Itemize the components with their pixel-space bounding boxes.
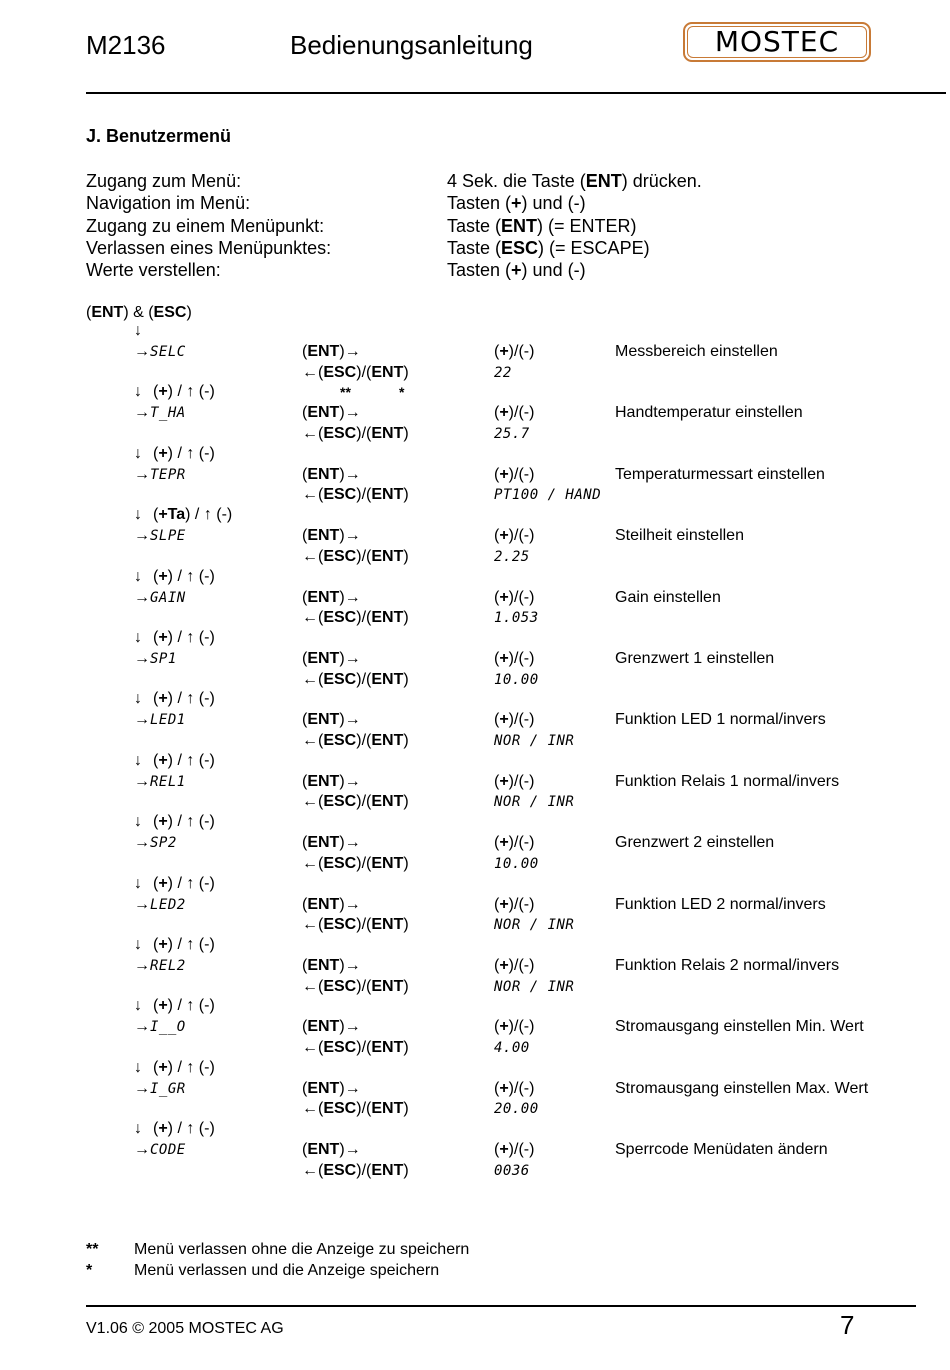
note-mark: ** [86,1241,99,1258]
nav-keys: (+) / ↑ (-) [153,1120,215,1138]
nav-keys: (+) / ↑ (-) [153,629,215,646]
enter-key: (ENT)→ [302,834,361,852]
nav-down-icon: ↓ [134,874,142,892]
enter-key: (ENT)→ [302,1018,361,1036]
menu-code: SP1 [150,651,177,667]
menu-description: Funktion Relais 1 normal/invers [615,772,840,790]
adjust-keys: (+)/(-) [494,957,535,974]
nav-down-icon: ↓ [134,1120,142,1138]
nav-keys: (+) / ↑ (-) [153,813,215,831]
header-rule [86,92,946,94]
back-keys: ←(ESC)/(ENT) [302,547,409,565]
document-title: Bedienungsanleitung [290,30,533,60]
back-keys: ←(ESC)/(ENT) [302,854,409,872]
info-label: Werte verstellen: [86,260,221,281]
adjust-keys: (+)/(-) [494,1079,535,1097]
menu-code: T_HA [150,405,186,422]
menu-code: REL1 [150,773,186,790]
adjust-keys: (+)/(-) [494,588,535,606]
menu-value: 20.00 [494,1101,539,1118]
mostec-logo [683,22,871,62]
menu-arrow-icon: → [134,465,150,483]
enter-key: (ENT)→ [302,1141,361,1159]
info-value-key: + [511,260,522,281]
adjust-keys: (+)/(-) [494,772,535,790]
info-value-post: ) und (-) [521,193,586,214]
info-value-pre: Tasten ( [447,260,512,281]
menu-description: Temperaturmessart einstellen [615,465,825,483]
info-label: Zugang zum Menü: [86,171,242,191]
info-label: Navigation im Menü: [86,193,251,214]
menu-value: NOR / INR [494,732,575,749]
adjust-keys: (+)/(-) [494,404,535,422]
enter-key: (ENT)→ [302,895,361,913]
info-value [447,238,650,259]
info-value [447,171,702,192]
back-keys: ←(ESC)/(ENT) [302,793,409,811]
adjust-keys: (+)/(-) [494,1141,535,1159]
note-mark: * [86,1262,93,1279]
menu-code: SLPE [150,528,186,545]
enter-key: (ENT)→ [302,343,361,360]
menu-code: LED1 [150,712,186,729]
info-value-post: ) (= ESCAPE) [538,237,650,258]
nav-down-icon: ↓ [134,444,142,462]
menu-arrow-icon: → [134,343,150,360]
nav-keys: (+) / ↑ (-) [153,690,215,708]
note-text: Menü verlassen und die Anzeige speichern [134,1262,440,1279]
adjust-keys: (+)/(-) [494,895,535,913]
menu-arrow-icon: → [134,772,150,790]
menu-value: NOR / INR [494,794,575,811]
menu-description: Funktion Relais 2 normal/invers [615,957,840,974]
nav-down-icon: ↓ [134,629,142,646]
menu-value: NOR / INR [494,917,575,934]
nav-keys: (+Ta) / ↑ (-) [153,506,233,524]
back-keys: ←(ESC)/(ENT) [302,670,409,688]
enter-key: (ENT)→ [302,1079,361,1097]
menu-code: SELC [150,344,186,360]
footnote-mark-double: ** [340,384,351,400]
back-keys: ←(ESC)/(ENT) [302,609,409,627]
info-value-pre: 4 Sek. die Taste ( [447,171,586,191]
menu-description: Gain einstellen [615,588,721,606]
enter-key: (ENT)→ [302,772,361,790]
nav-keys: (+) / ↑ (-) [153,444,215,462]
back-keys: ←(ESC)/(ENT) [302,731,409,749]
menu-value: 22 [494,364,512,381]
back-keys: ←(ESC)/(ENT) [302,977,409,995]
page-number: 7 [840,1310,855,1340]
menu-description: Funktion LED 1 normal/invers [615,711,826,729]
adjust-keys: (+)/(-) [494,465,535,483]
adjust-keys: (+)/(-) [494,343,535,360]
nav-down-icon: ↓ [134,1058,142,1076]
nav-down-icon: ↓ [134,567,142,585]
enter-key: (ENT)→ [302,957,361,974]
menu-arrow-icon: → [134,711,150,729]
menu-value: 10.00 [494,855,539,872]
adjust-keys: (+)/(-) [494,1018,535,1036]
info-value-key: ESC [501,237,539,258]
back-keys: ←(ESC)/(ENT) [302,363,409,381]
menu-code: TEPR [150,466,186,483]
info-value-pre: Taste ( [447,215,502,236]
info-value-key: ENT [585,171,622,191]
menu-description: Handtemperatur einstellen [615,404,803,422]
menu-code: SP2 [150,835,177,852]
menu-description: Funktion LED 2 normal/invers [615,895,826,913]
menu-code: GAIN [150,589,186,606]
nav-keys: (+) / ↑ (-) [153,567,215,585]
enter-key: (ENT)→ [302,404,361,422]
info-value [447,193,586,214]
back-keys: ←(ESC)/(ENT) [302,1161,409,1179]
nav-down-icon: ↓ [134,690,142,708]
menu-arrow-icon: → [134,404,150,422]
menu-arrow-icon: → [134,1079,150,1097]
back-keys: ←(ESC)/(ENT) [302,916,409,934]
menu-value: 1.053 [494,610,539,627]
enter-key: (ENT)→ [302,527,361,545]
menu-arrow-icon: → [134,527,150,545]
menu-arrow-icon: → [134,895,150,913]
nav-down-icon: ↓ [134,506,142,524]
enter-key: (ENT)→ [302,711,361,729]
section-title: J. Benutzermenü [86,126,232,146]
menu-code: I_GR [150,1080,186,1097]
nav-down-icon: ↓ [134,813,142,831]
menu-description: Grenzwert 1 einstellen [615,650,775,667]
menu-description: Steilheit einstellen [615,527,744,545]
down-arrow-icon: ↓ [134,322,142,339]
menu-arrow-icon: → [134,834,150,852]
info-value-pre: Tasten ( [447,193,512,214]
menu-arrow-icon: → [134,588,150,606]
menu-code: REL2 [150,958,186,974]
menu-value: 10.00 [494,671,539,688]
info-value-post: ) (= ENTER) [537,215,637,236]
adjust-keys: (+)/(-) [494,711,535,729]
adjust-keys: (+)/(-) [494,834,535,852]
footer-rule [86,1305,916,1307]
menu-arrow-icon: → [134,1018,150,1036]
nav-down-icon: ↓ [134,936,142,953]
menu-value: 0036 [494,1162,530,1179]
back-keys: ←(ESC)/(ENT) [302,424,409,442]
nav-keys: (+) / ↑ (-) [153,1058,215,1076]
adjust-keys: (+)/(-) [494,527,535,545]
info-label: Verlassen eines Menüpunktes: [86,237,332,258]
menu-code: CODE [150,1142,186,1159]
back-keys: ←(ESC)/(ENT) [302,486,409,504]
menu-value: PT100 / HAND [494,487,602,504]
nav-down-icon: ↓ [134,751,142,769]
menu-description: Stromausgang einstellen Min. Wert [615,1018,864,1036]
nav-keys: (+) / ↑ (-) [153,997,215,1015]
info-value [447,260,586,281]
menu-entry-keys: (ENT) & (ESC) [86,304,192,321]
menu-description: Sperrcode Menüdaten ändern [615,1141,828,1159]
logo-text: MOSTEC [714,25,840,58]
menu-description: Messbereich einstellen [615,343,778,360]
back-keys: ←(ESC)/(ENT) [302,1038,409,1056]
info-value-post: ) drücken. [621,171,702,191]
adjust-keys: (+)/(-) [494,650,535,667]
info-value-pre: Taste ( [447,237,502,258]
info-value [447,216,637,237]
footnote-mark-single: * [399,384,405,400]
menu-code: I__O [150,1019,186,1036]
enter-key: (ENT)→ [302,465,361,483]
menu-value: 2.25 [494,548,530,565]
nav-keys: (+) / ↑ (-) [153,383,215,401]
info-value-post: ) und (-) [521,260,586,281]
enter-key: (ENT)→ [302,650,361,667]
nav-keys: (+) / ↑ (-) [153,751,215,769]
nav-down-icon: ↓ [134,997,142,1015]
menu-value: 25.7 [494,425,530,442]
info-value-key: ENT [501,215,538,236]
menu-code: LED2 [150,896,186,913]
enter-key: (ENT)→ [302,588,361,606]
note-text: Menü verlassen ohne die Anzeige zu speichern [134,1241,470,1258]
menu-arrow-icon: → [134,1141,150,1159]
info-label: Zugang zu einem Menüpunkt: [86,215,325,236]
nav-keys: (+) / ↑ (-) [153,874,215,892]
back-keys: ←(ESC)/(ENT) [302,1100,409,1118]
document-id: M2136 [86,30,166,60]
info-value-key: + [511,193,522,214]
footer-version: V1.06 © 2005 MOSTEC AG [86,1320,284,1337]
menu-description: Grenzwert 2 einstellen [615,834,775,852]
menu-arrow-icon: → [134,650,150,667]
menu-value: NOR / INR [494,978,575,995]
menu-description: Stromausgang einstellen Max. Wert [615,1079,869,1097]
nav-down-icon: ↓ [134,383,142,401]
nav-keys: (+) / ↑ (-) [153,936,215,953]
menu-arrow-icon: → [134,957,150,974]
menu-value: 4.00 [494,1039,530,1056]
